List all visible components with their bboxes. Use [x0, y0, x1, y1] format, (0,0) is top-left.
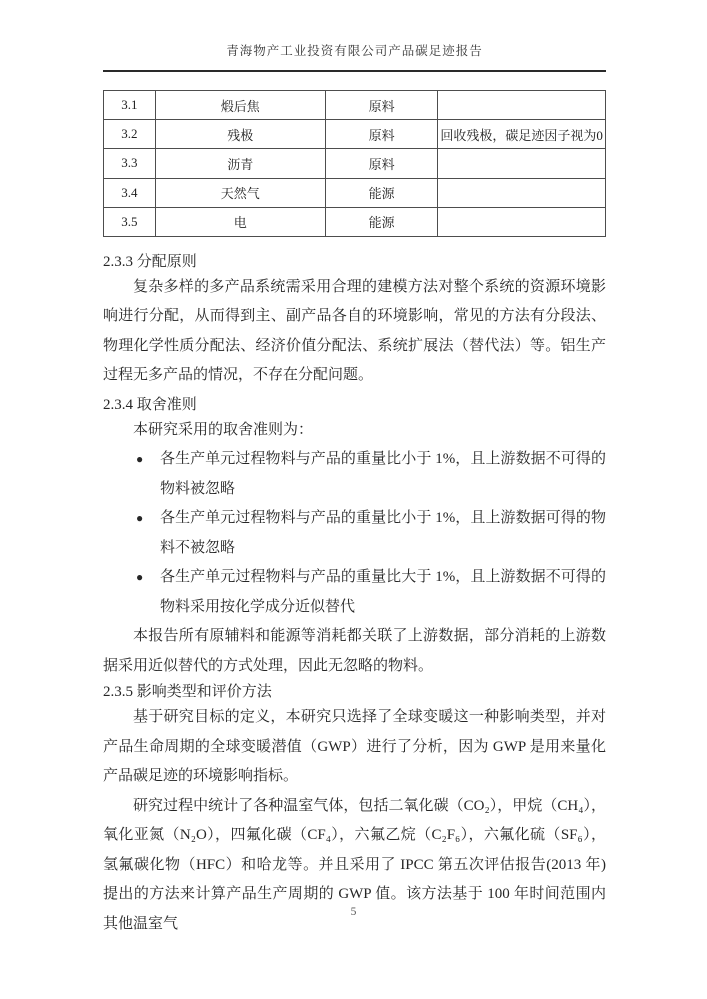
list-item-text: 各生产单元过程物料与产品的重量比小于 1%，且上游数据可得的物料不被忽略: [160, 510, 606, 556]
table-row: [104, 120, 606, 149]
bullet-icon: ●: [136, 452, 144, 467]
cell-no: 3.4: [104, 178, 156, 207]
cell-no: 3.2: [104, 120, 156, 149]
cell-name: 煅后焦: [155, 91, 325, 120]
page-number: 5: [350, 906, 357, 918]
table-row: [104, 207, 606, 236]
cell-name: 残极: [155, 120, 325, 149]
cell-type: 能源: [325, 207, 437, 236]
table-row: [104, 178, 606, 207]
cell-no: 3.1: [104, 91, 156, 120]
paragraph-greenhouse-gases: 研究过程中统计了各种温室气体，包括二氧化碳（CO₂），甲烷（CH₄），氧化亚氮（N₂O），四氟化碳（CF₄），六氟乙烷（C₂F₆），六氟化硫（SF₆），氢氟碳化物（HFC）和哈龙等。并且采用了 IPCC 第五次评估报告(2013 年)提出的方法来计算产品生产周期的 GWP 值。该方法基于 100 年时间范围内其他温室气: [103, 797, 606, 932]
cell-name: 天然气: [155, 178, 325, 207]
section-heading-2-3-3: 2.3.3 分配原则: [103, 253, 197, 270]
table-row: [104, 149, 606, 178]
cell-name: 沥青: [155, 149, 325, 178]
cell-name: 电: [155, 207, 325, 236]
cutoff-criteria-list: [103, 445, 606, 622]
cell-note: [438, 91, 606, 120]
table-row: [104, 91, 606, 120]
bullet-icon: ●: [136, 511, 144, 526]
cell-type: 原料: [325, 91, 437, 120]
cell-type: 能源: [325, 178, 437, 207]
list-item: [103, 563, 606, 622]
list-item-text: 各生产单元过程物料与产品的重量比大于 1%，且上游数据不可得的物料采用按化学成分近似替代: [160, 569, 606, 615]
list-item: [103, 445, 606, 504]
cell-type: 原料: [325, 149, 437, 178]
cell-note: [438, 149, 606, 178]
cell-no: 3.3: [104, 149, 156, 178]
cell-no: 3.5: [104, 207, 156, 236]
section-heading-2-3-5: 2.3.5 影响类型和评价方法: [103, 684, 272, 701]
page-content: [103, 0, 606, 939]
running-header-title: 青海物产工业投资有限公司产品碳足迹报告: [226, 44, 483, 58]
materials-table: [103, 90, 606, 237]
cell-note: [438, 178, 606, 207]
paragraph-allocation: 复杂多样的多产品系统需采用合理的建模方法对整个系统的资源环境影响进行分配，从而得到主、副产品各自的环境影响，常见的方法有分段法、物理化学性质分配法、经济价值分配法、系统扩展法（替代法）等。铝生产过程无多产品的情况，不存在分配问题。: [103, 278, 606, 384]
paragraph-cutoff-conclusion: 本报告所有原辅料和能源等消耗都关联了上游数据，部分消耗的上游数据采用近似替代的方式处理，因此无忽略的物料。: [103, 628, 606, 674]
list-item: [103, 504, 606, 563]
cell-type: 原料: [325, 120, 437, 149]
paragraph-impact-gwp: 基于研究目标的定义，本研究只选择了全球变暖这一种影响类型，并对产品生命周期的全球变暖潜值（GWP）进行了分析，因为 GWP 是用来量化产品碳足迹的环境影响指标。: [103, 709, 606, 785]
cell-note: [438, 207, 606, 236]
list-item-text: 各生产单元过程物料与产品的重量比小于 1%，且上游数据不可得的物料被忽略: [160, 451, 606, 497]
cell-note: 回收残极，碳足迹因子视为0: [438, 120, 606, 149]
section-heading-2-3-4: 2.3.4 取舍准则: [103, 396, 197, 413]
bullet-icon: ●: [136, 570, 144, 585]
paragraph-cutoff-intro: 本研究采用的取舍准则为：: [133, 421, 314, 438]
running-header: [103, 0, 606, 72]
